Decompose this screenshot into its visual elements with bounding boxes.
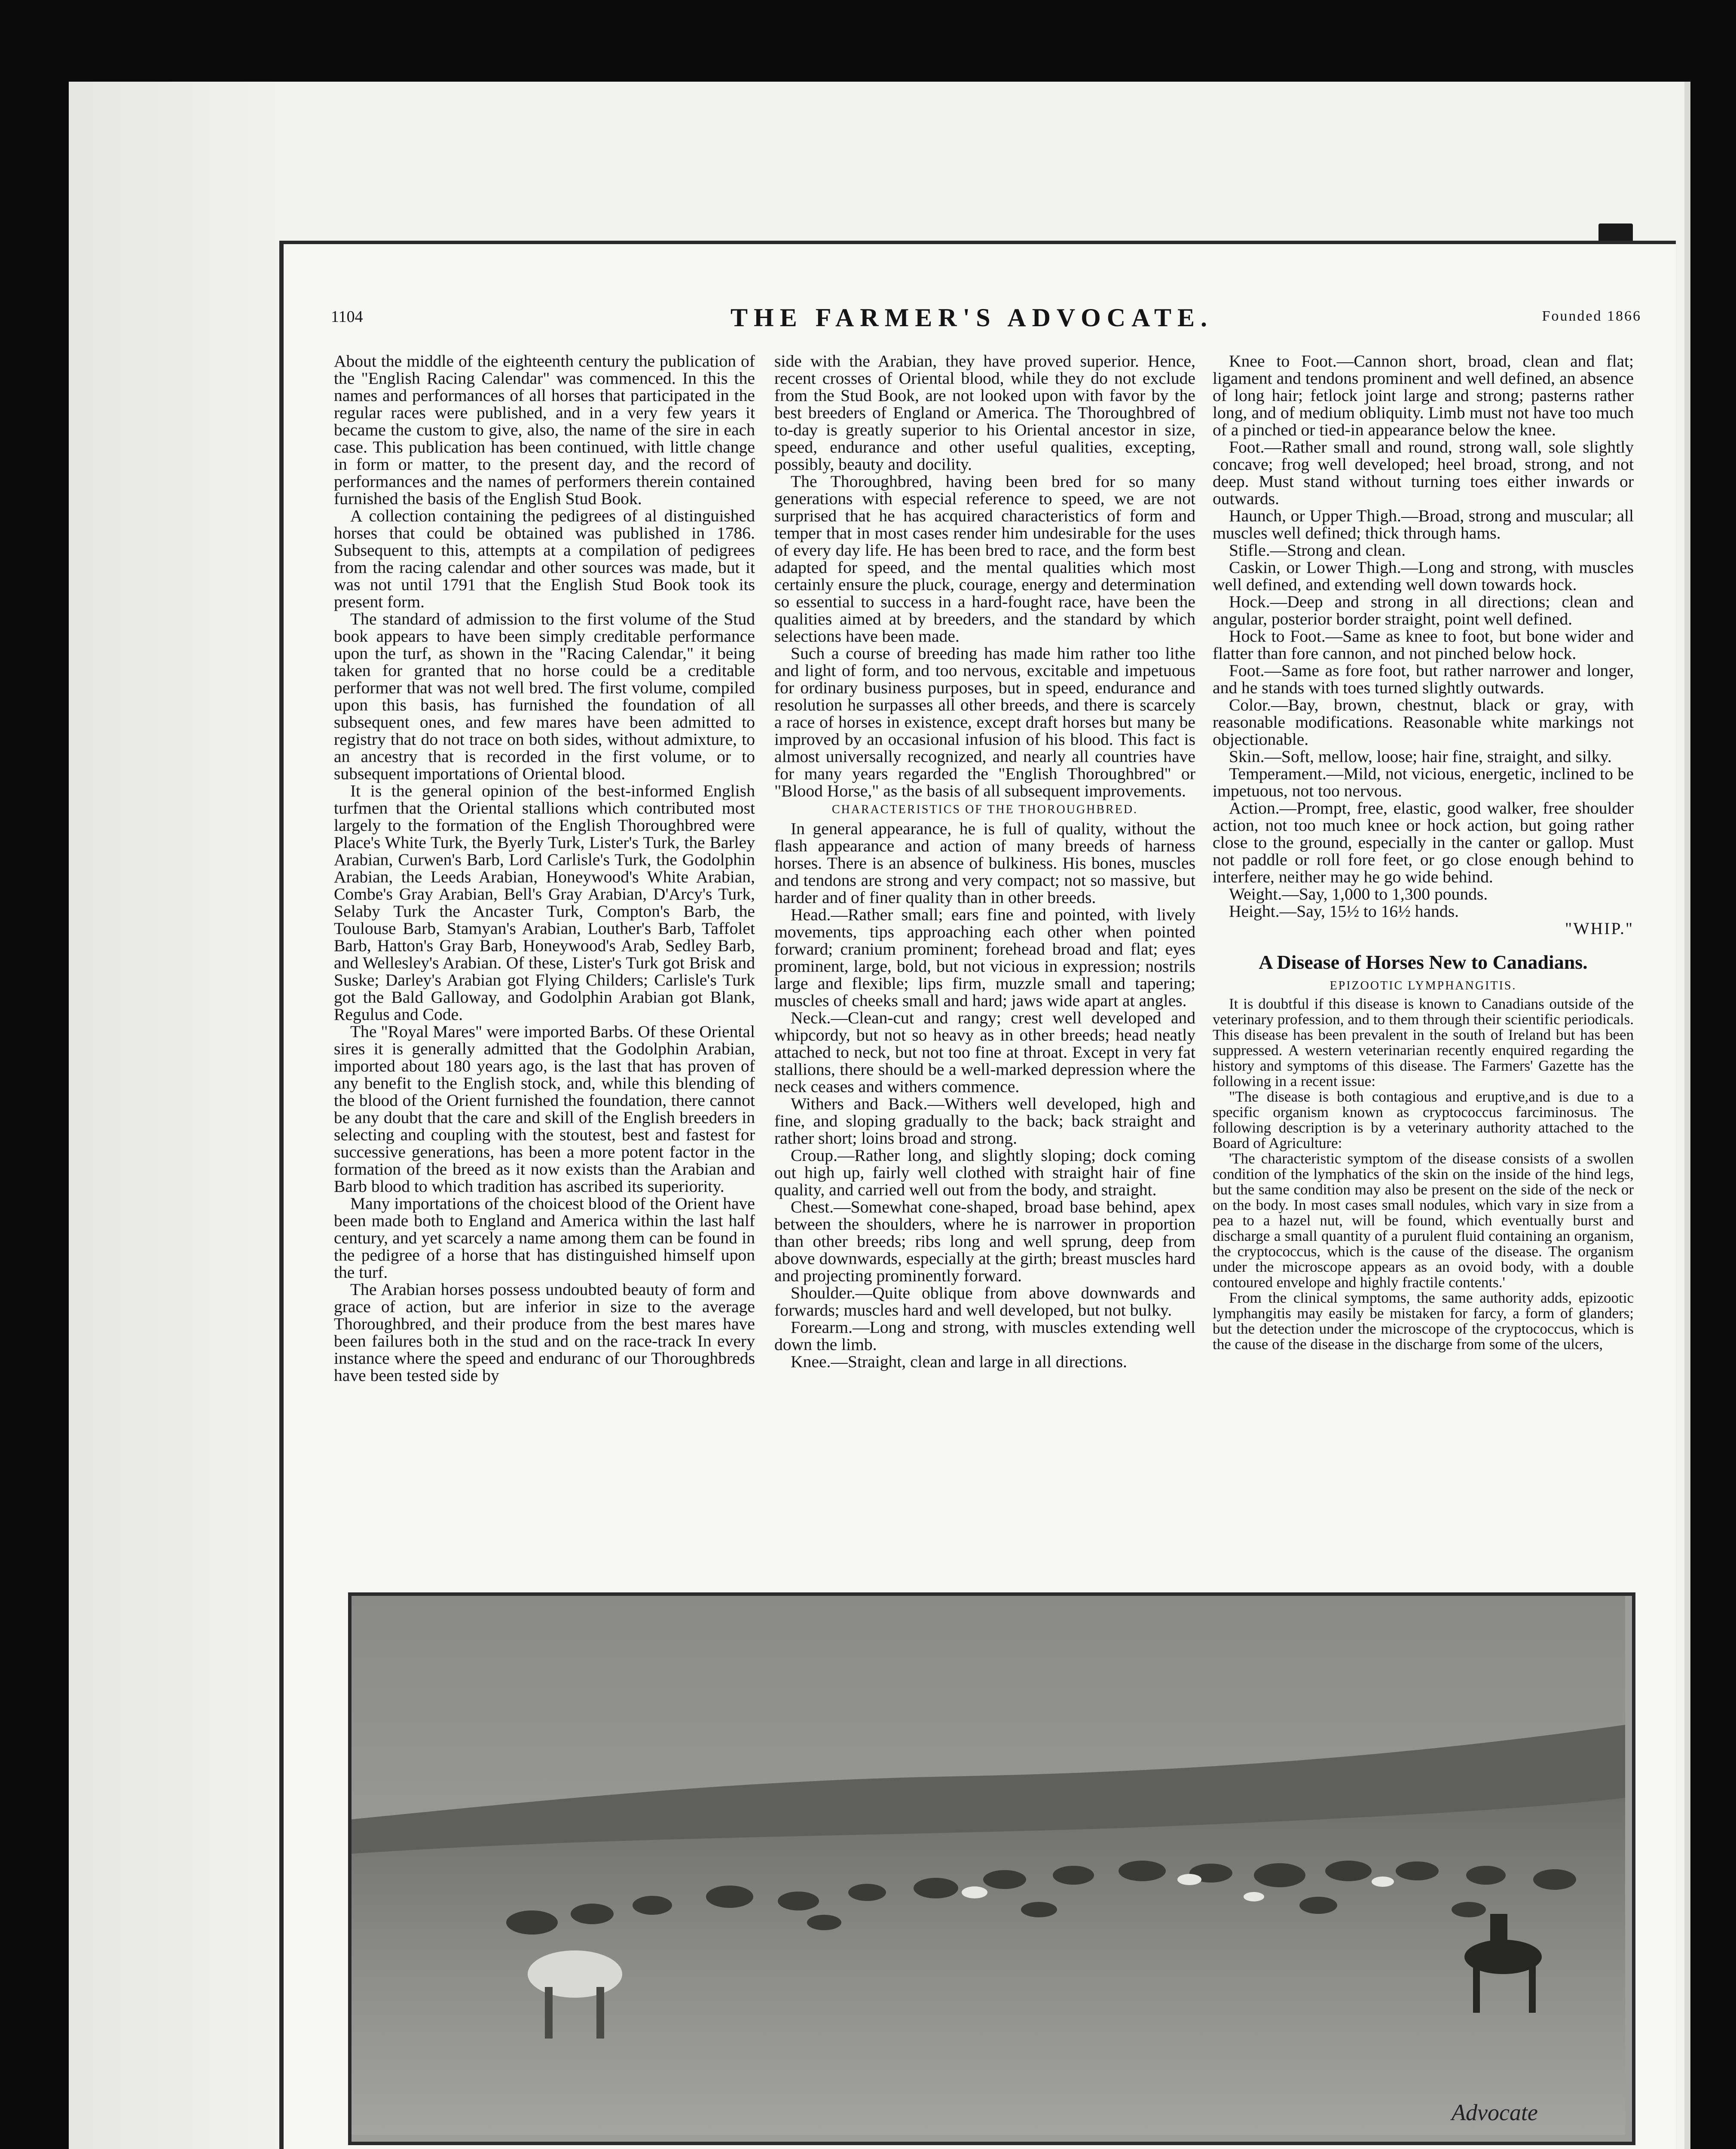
column-1 (334, 352, 755, 1560)
masthead: THE FARMER'S ADVOCATE. (730, 303, 1213, 332)
quote-paragraph: 'The characteristic symptom of the disease consists of a swollen condition of the lymphatics of the skin on the inside of the hind legs, but the same condition may also be present on the side of the neck or on the body. In most cases small nodules, which vary in size from a pea to a hazel nut, will be found, which eventually burst and discharge a small quantity of a purulent fluid containing an organism, the cryptococcus, which is the cause of the disease. The organism under the microscope appears as an ovoid body, with a double contoured envelope and highly fractile contents.' (1213, 1150, 1634, 1291)
column-2 (774, 352, 1195, 1560)
paragraph: Foot.—Same as fore foot, but rather narrower and longer, and he stands with toes turned slightly outwards. (1213, 661, 1634, 697)
paragraph: Height.—Say, 15½ to 16½ hands. (1229, 902, 1459, 921)
paragraph: Shoulder.—Quite oblique from above downwards and forwards; muscles hard and well developed, but not bulky. (774, 1283, 1195, 1319)
paragraph: Color.—Bay, brown, chestnut, black or gray, with reasonable modifications. Reasonable white markings not objectionable. (1213, 695, 1634, 749)
photo-watermark: Advocate (1452, 2100, 1538, 2125)
founded-line: Founded 1866 (1542, 308, 1641, 324)
paragraph: The "Royal Mares" were imported Barbs. Of these Oriental sires it is generally admitted that the Godolphin Arabian, imported about 180 years ago, is the last that has proven of any benefit to the English stock, and, while this blending of the blood of the Orient furnished the foundation, there cannot be any doubt that the care and skill of the English breeders in selecting and coupling with the stoutest, best and fastest for successive generations, has been a more potent factor in the formation of the breed as it now exists than the Arabian and Barb blood to which tradition has ascribed its superiority. (334, 1022, 755, 1196)
paragraph: Caskin, or Lower Thigh.—Long and strong, with muscles well defined, and extending well down towards hock. (1213, 558, 1634, 594)
paragraph: Skin.—Soft, mellow, loose; hair fine, straight, and silky. (1229, 747, 1612, 766)
paragraph: The Thoroughbred, having been bred for so many generations with especial reference to speed, we are not surprised that he has acquired characteristics of form and temper that in most cases render him undesirable for the uses of every day life. He has been bred to race, and the form best adapted for speed, and the mental qualities which most certainly ensure the pluck, courage, energy and determination so essential to success in a hard-fought race, have been the qualities aimed at by breeders, and the standard by which selections have been made. (774, 472, 1195, 646)
paragraph: Hock to Foot.—Same as knee to foot, but bone wider and flatter than fore cannon, and not pinched below hock. (1213, 627, 1634, 663)
paragraph: In general appearance, he is full of quality, without the flash appearance and action of many breeds of harness horses. There is an absence of bulkiness. His bones, muscles and tendons are strong and very compact; not so massive, but harder and of finer quality than in other breeds. (774, 819, 1195, 907)
paragraph: It is doubtful if this disease is known to Canadians outside of the veterinary profession, and to them through their scientific periodicals. This disease has been prevalent in the south of Ireland but has been suppressed. A western veterinarian recently enquired regarding the history and symptoms of this disease. The Farmers' Gazette has the following in a recent issue: (1213, 995, 1634, 1090)
paragraph: Chest.—Somewhat cone-shaped, broad base behind, apex between the shoulders, where he is narrower in proportion than other breeds; ribs long and well sprung, deep from above downwards, especially at the girth; breast muscles hard and projecting prominently forward. (774, 1197, 1195, 1285)
paragraph: Action.—Prompt, free, elastic, good walker, free shoulder action, not too much knee or hock action, but going rather close to the ground, especially in the canter or gallop. Must not paddle or roll fore feet, or go close enough behind to interfere, neither may he go wide behind. (1213, 799, 1634, 886)
paragraph: side with the Arabian, they have proved superior. Hence, recent crosses of Oriental blood, while they do not exclude from the Stud Book, are not looked upon with favor by the best breeders of England or America. The Thoroughbred of to-day is greatly superior to his Oriental ancestor in size, speed, endurance and other useful qualities, excepting, possibly, beauty and docility. (774, 352, 1195, 474)
paragraph: From the clinical symptoms, the same authority adds, epizootic lymphangitis may easily be mistaken for farcy, a form of glanders; but the detection under the microscope of the cryptococcus, which is the cause of the disease in the discharge from some of the ulcers, (1213, 1289, 1634, 1353)
paragraph: Withers and Back.—Withers well developed, high and fine, and sloping gradually to the back; back straight and rather short; loins broad and strong. (774, 1094, 1195, 1148)
photo-image (351, 1596, 1625, 2135)
paragraph: Neck.—Clean-cut and rangy; crest well developed and whipcordy, but not so heavy as in other breeds; head neatly attached to neck, but not too fine at throat. Except in very fat stallions, there should be a well-marked depression where the neck ceases and withers commence. (774, 1008, 1195, 1096)
paragraph: Weight.—Say, 1,000 to 1,300 pounds. (1229, 885, 1488, 903)
article-heading: A Disease of Horses New to Canadians. (1259, 951, 1588, 973)
page-header (331, 303, 1641, 333)
column-3 (1213, 352, 1634, 1560)
paragraph: Haunch, or Upper Thigh.—Broad, strong and muscular; all muscles well defined; thick through hams. (1213, 506, 1634, 542)
section-subhead: CHARACTERISTICS OF THE THOROUGHBRED. (831, 803, 1138, 816)
paragraph: Head.—Rather small; ears fine and pointed, with lively movements, tips approaching each other when pointed forward; cranium prominent; forehead broad and flat; eyes prominent, large, bold, but not vicious in expression; nostrils large and flexible; lips firm, muzzle small and tapering; muscles of cheeks small and hard; jaws wide apart at angles. (774, 905, 1195, 1010)
paragraph: Temperament.—Mild, not vicious, energetic, inclined to be impetuous, not too nervous. (1213, 764, 1634, 800)
paragraph: Knee to Foot.—Cannon short, broad, clean and flat; ligament and tendons prominent and well defined, an absence of long hair; fetlock joint large and strong; pasterns rather long, and of medium obliquity. Limb must not have too much of a pinched or tied-in appearance below the knee. (1213, 352, 1634, 439)
section-subhead: EPIZOOTIC LYMPHANGITIS. (1330, 979, 1517, 992)
paragraph: A collection containing the pedigrees of al distinguished horses that could be obtained was published in 1786. Subsequent to this, attempts at a compilation of pedigrees from the racing calendar and other sources was made, but it was not until 1791 that the English Stud Book took its present form. (334, 506, 755, 611)
paragraph: The standard of admission to the first volume of the Stud book appears to have been simply creditable performance upon the turf, as shown in the "Racing Calendar," it being taken for granted that no horse could be a creditable performer that was not well bred. The first volume, compiled upon this basis, has furnished the foundation of all subsequent ones, and few mares have been admitted to registry that do not trace on both sides, without admixture, to an ancestry that is recorded in the first volume, or to subsequent importations of Oriental blood. (334, 609, 755, 783)
paragraph: Knee.—Straight, clean and large in all directions. (791, 1352, 1127, 1371)
paragraph: Stifle.—Strong and clean. (1229, 541, 1406, 560)
paragraph: Forearm.—Long and strong, with muscles extending well down the limb. (774, 1318, 1195, 1354)
mount-shadow (69, 82, 279, 2149)
quote-paragraph: "The disease is both contagious and eruptive,and is due to a specific organism known as cryptococcus farciminosus. The following description is by a veterinary authority attached to the Board of Agriculture: (1213, 1088, 1634, 1151)
signature: "WHIP." (1565, 919, 1634, 938)
paragraph: Hock.—Deep and strong in all directions; clean and angular, posterior border straight, point well defined. (1213, 592, 1634, 628)
paragraph: Such a course of breeding has made him rather too lithe and light of form, and too nervous, excitable and impetuous for ordinary business purposes, but in speed, endurance and resolution he surpasses all other breeds, and there is scarcely a race of horses in existence, except draft horses but many be improved by an occasional infusion of his blood. This fact is almost universally recognized, and nearly all countries have for many years regarded the "English Thoroughbred" or "Blood Horse," as the basis of all subsequent improvements. (774, 644, 1195, 800)
paragraph: It is the general opinion of the best-informed English turfmen that the Oriental stallions which contributed most largely to the formation of the English Thoroughbred were Place's White Turk, the Byerly Turk, Lister's Turk, the Barley Arabian, Curwen's Barb, Lord Carlisle's Turk, the Godolphin Arabian, the Leeds Arabian, Honeywood's White Arabian, Combe's Gray Arabian, Bell's Gray Arabian, D'Arcy's Turk, Selaby Turk the Ancaster Turk, Compton's Barb, the Toulouse Barb, Stamyan's Arabian, Louther's Barb, Taffolet Barb, Hatton's Gray Barb, Honeywood's Arab, Sedley Barb, and Wellesley's Arabian. Of these, Lister's Turk got Brisk and Suske; Darley's Arabian got Flying Childers; Carlisle's Turk got the Bald Galloway, and Godolphin Arabian got Blank, Regulus and Code. (334, 781, 755, 1024)
paragraph: The Arabian horses possess undoubted beauty of form and grace of action, but are inferior in size to the average Thoroughbred, and their produce from the best mares have been failures both in the stud and on the race-track In every instance where the speed and enduranc of our Thoroughbreds have been tested side by (334, 1280, 755, 1385)
page-number: 1104 (331, 308, 363, 326)
paragraph: Foot.—Rather small and round, strong wall, sole slightly concave; frog well developed; heel broad, strong, and not deep. Must stand without turning toes either inwards or outwards. (1213, 438, 1634, 508)
paragraph: About the middle of the eighteenth century the publication of the "English Racing Calendar" was commenced. In this the names and performances of all horses that participated in the regular races were published, and in a very few years it became the custom to give, also, the name of the sire in each case. This publication has been continued, with little change in form or matter, to the present day, and the record of performances and the names of performers therein contained furnished the basis of the English Stud Book. (334, 352, 755, 508)
paragraph: Many importations of the choicest blood of the Orient have been made both to England and America within the last half century, and yet scarcely a name among them can be found in the pedigree of a horse that has distinguished himself upon the turf. (334, 1194, 755, 1282)
paragraph: Croup.—Rather long, and slightly sloping; dock coming out high up, fairly well clothed with straight hair of fine quality, and carried well out from the body, and straight. (774, 1146, 1195, 1199)
cattle-range-photo (348, 1592, 1635, 2145)
